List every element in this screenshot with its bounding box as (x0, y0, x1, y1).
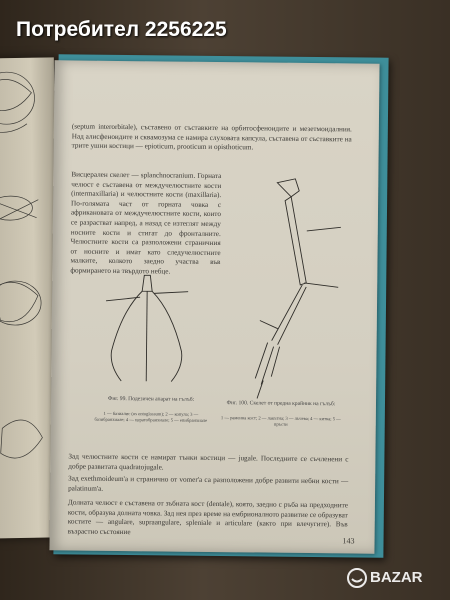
figure-99-hyoid-apparatus (91, 271, 202, 397)
figure-99-caption: Фиг. 99. Подезичен апарат на гълъб: (107, 395, 195, 403)
bazar-watermark-text: BAZAR (370, 569, 423, 586)
seller-title: Потребител 2256225 (16, 18, 227, 41)
seller-title-overlay (0, 0, 450, 56)
figure-100-wing-skeleton (219, 170, 361, 406)
paragraph-5: Долната челюст е съставена от зъбната кост (dentale), която, заедно с ръба на предходните кости, образува долната човка. Зад нея през време на ембрионалното развитие се образуват костите — angulare, supraangulare, spleniale и articulare (както при влечугите). Във възрастно състояние (67, 498, 348, 536)
figure-100-caption: Фиг. 100. Скелет от предна крайник на гълъб: (226, 400, 336, 408)
bazar-logo-icon (346, 567, 368, 589)
paragraph-4: Зад exethmoideum'а и странично от vomer'а са разположени добре развити небни кости — palatinum'а. (68, 474, 349, 493)
wing-skeleton-drawing (219, 170, 361, 401)
paragraph-2: Висцерален скелет — splanchnocranium. Горната челюст е съставена от междучелюстните кости (intermaxillaria) и челюстните кости (maxillaria). По-голямата част от горната човка с африкановата от междучелюстните кости, които се разрастват напред, а назад се изтеглят между носните кости и стигат до фронталните. Челюстните кости са разположени страничния от носните и имат като следучелюстните малките, колкото заедно участва във формирането на твърдото небце. (70, 170, 222, 276)
figure-99-legend: 1 — базиалис (os entoglossum); 2 — копула; 3 — базибранхиале; 4 — цератобранхиале; 5 — епибранхиале (94, 410, 208, 423)
page-number: 143 (342, 536, 355, 546)
paragraph-1: (septum interorbitale), съставено от съставките на орбитосфеноидите и мезетмоидалния. Над алисфеноидите и сквамозума се намира слуховата капсула, съставена от съставките на трите ушни костици — epioticum, prooticum и opisthoticum. (71, 122, 352, 152)
book-page (49, 60, 379, 553)
figure-100-legend: 1 — раменна кост; 2 — лакътна; 3 — лъчева; 4 — китка; 5 — пръсти (220, 415, 341, 427)
paragraph-3: Зад челюстните кости се намират тънки костици — jugale. Последните се съчленени с добре развитата quadratojugale. (68, 452, 349, 472)
hyoid-apparatus-drawing (91, 271, 202, 392)
bazar-watermark (346, 564, 440, 592)
